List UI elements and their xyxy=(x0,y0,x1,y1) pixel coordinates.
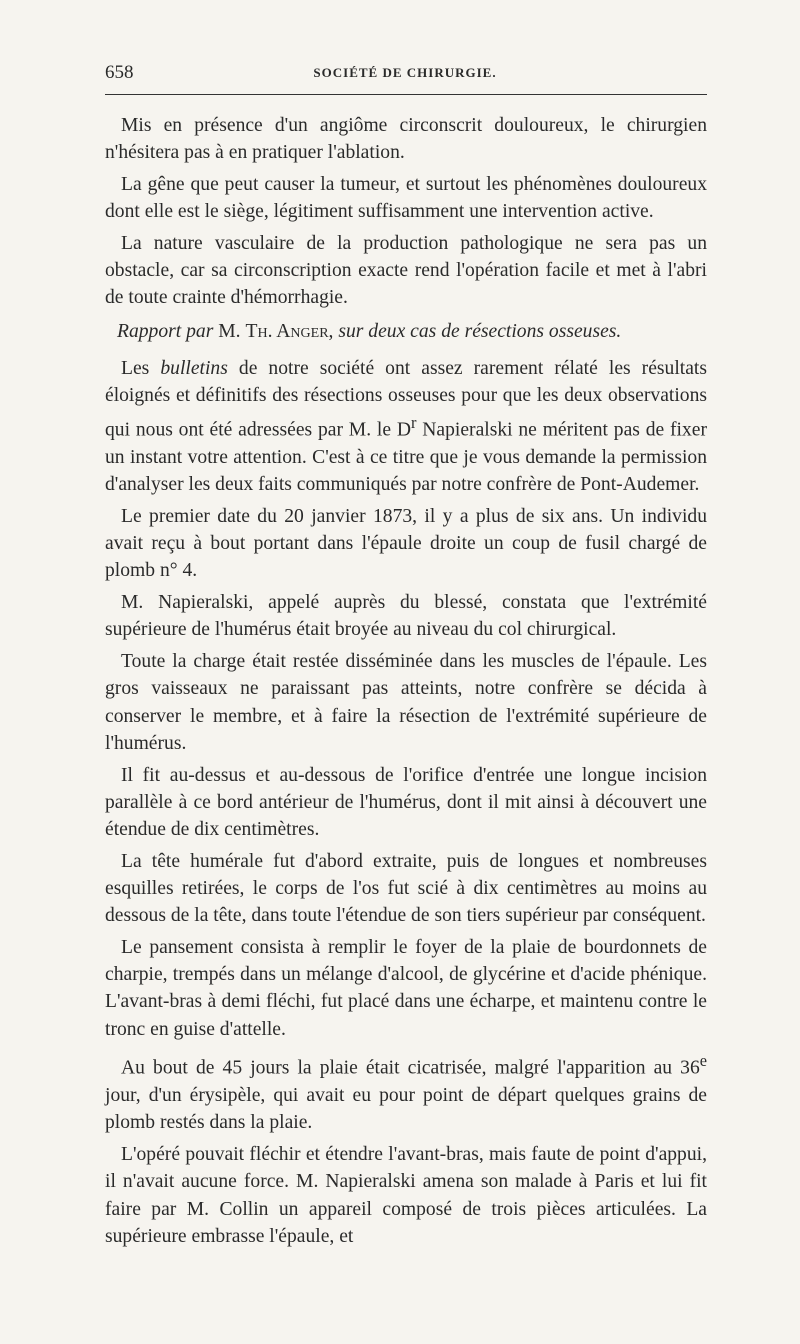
text-run: Au bout de 45 jours la plaie était cicatrisée, malgré l'apparition au 36 xyxy=(121,1057,700,1079)
paragraph: La nature vasculaire de la production pathologique ne sera pas un obstacle, car sa circonscription exacte rend l'opération facile et met à l'abri de toute crainte d'hémorrhagie. xyxy=(105,233,707,309)
paragraph: Toute la charge était restée disséminée dans les muscles de l'épaule. Les gros vaisseaux ne paraissant pas atteints, notre confrère se décida à conserver le membre, et à faire la résection de l'extrémité supérieure de l'humérus. xyxy=(105,651,707,754)
text-run: de notre société ont assez rarement rélaté les résultats éloignés et définitifs des résections osseuses pour que les deux observations qui nous ont été adressées par M. le D xyxy=(105,357,707,441)
paragraph: Il fit au-dessus et au-dessous de l'orifice d'entrée une longue incision parallèle à ce bord antérieur de l'humérus, dont il mit ainsi à découvert une étendue de dix centimètres. xyxy=(105,764,707,840)
text-run: jour, d'un érysipèle, qui avait eu pour point de départ quelques grains de plomb restés dans la plaie. xyxy=(105,1085,707,1134)
paragraph: L'opéré pouvait fléchir et étendre l'avant-bras, mais faute de point d'appui, il n'avait aucune force. M. Napieralski amena son malade à Paris et lui fit faire par M. Collin un appareil composé de trois pièces articulées. La supérieure embrasse l'épaule, et xyxy=(105,1144,707,1247)
paragraph: M. Napieralski, appelé auprès du blessé, constata que l'extrémité supérieure de l'humérus était broyée au niveau du col chirurgical. xyxy=(105,592,707,641)
paragraph: Le pansement consista à remplir le foyer de la plaie de bourdonnets de charpie, trempés dans un mélange d'alcool, de glycérine et d'acide phénique. L'avant-bras à demi fléchi, fut placé dans une écharpe, et maintenu contre le tronc en guise d'attelle. xyxy=(105,936,707,1040)
section-subject: sur deux cas de résections osseuses. xyxy=(338,320,622,342)
paragraph: Le premier date du 20 janvier 1873, il y a plus de six ans. Un individu avait reçu à bout portant dans l'épaule droite un coup de fusil chargé de plomb n° 4. xyxy=(105,505,707,582)
running-title: SOCIÉTÉ DE CHIRURGIE. xyxy=(313,65,497,80)
italic-run: bulletins xyxy=(160,357,228,379)
section-author: Th. Anger xyxy=(245,320,329,342)
text-run: Napieralski ne méritent pas de fixer un instant votre attention. C'est à ce titre que je vous demande la permission d'analyser les deux faits communiqués par notre confrère de Pont-Audemer. xyxy=(105,419,708,496)
section-rapport: Rapport par xyxy=(117,320,214,342)
paragraph xyxy=(105,1047,707,1136)
page-number: 658 xyxy=(105,62,134,83)
superscript: e xyxy=(699,1051,707,1071)
superscript: r xyxy=(411,413,417,433)
section-heading: Rapport par M. Th. Anger, sur deux cas de résections osseuses. xyxy=(117,320,622,342)
page-header xyxy=(105,62,705,88)
text-run: Les xyxy=(121,357,150,379)
section-by: M. xyxy=(218,320,241,342)
header-rule xyxy=(105,94,707,95)
paragraph: La tête humérale fut d'abord extraite, puis de longues et nombreuses esquilles retirées, le corps de l'os fut scié à dix centimètres au moins au dessous de la tête, dans toute l'étendue de son tiers supérieur par conséquent. xyxy=(105,850,707,927)
body-text xyxy=(105,112,707,1255)
paragraph: La gêne que peut causer la tumeur, et surtout les phénomènes douloureux dont elle est le siège, légitiment suffisamment une intervention active. xyxy=(105,174,707,223)
paragraph: Mis en présence d'un angiôme circonscrit douloureux, le chirurgien n'hésitera pas à en pratiquer l'ablation. xyxy=(105,115,707,164)
paragraph xyxy=(105,355,707,499)
